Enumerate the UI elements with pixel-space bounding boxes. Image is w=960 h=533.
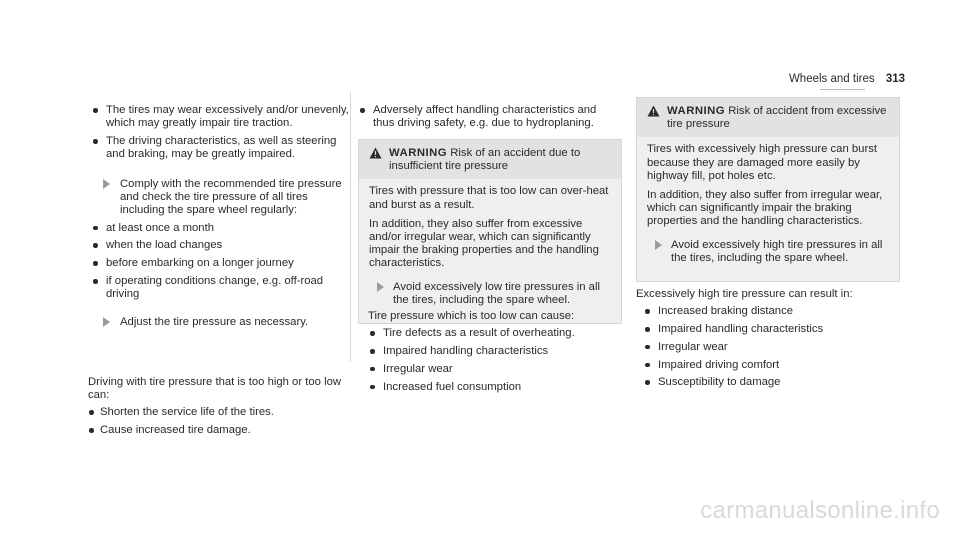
page-number: 313 [885,73,905,85]
col2-effects-list [368,327,630,394]
list-item: Increased fuel consumption [368,381,630,394]
action-text: Adjust the tire pressure as necessary. [120,316,309,328]
section-title: Wheels and tires [788,73,875,85]
col3-effects-list [636,305,898,389]
action-text: Comply with the recommended tire pressure and check the tire pressure of all tires including the spare wheel regularly: [120,178,342,217]
list-item: Impaired handling characteristics [368,345,630,358]
action-step [88,316,350,329]
warning-title: Risk of accident from excessive tire pressure [667,105,887,131]
col3-lower [636,288,898,394]
warning-header [637,98,899,137]
list-item: Irregular wear [636,341,898,354]
column-1 [88,104,350,329]
action-step [88,178,350,218]
paragraph: Tires with excessively high pressure can burst because they are damaged more easily by highway fill, pot holes etc. [647,143,878,182]
list-item: Adversely affect handling characteristics and thus driving safety, e.g. due to hydroplaning. [358,104,620,130]
list-item: when the load changes [88,239,350,252]
col2-lower [368,310,630,398]
list-item: Impaired driving comfort [636,359,898,372]
warning-icon [369,147,382,159]
column-2 [358,104,620,135]
watermark: carmanualsonline.info [700,497,940,524]
list-item: if operating conditions change, e.g. off-road driving [88,275,350,301]
list-item: Cause increased tire damage. [88,424,346,437]
paragraph: Tire pressure which is too low can cause: [368,310,575,322]
box-divider [350,92,351,362]
list-item: before embarking on a longer journey [88,257,350,270]
warning-header [359,140,621,179]
list-item: Increased braking distance [636,305,898,318]
header-rule [820,89,865,90]
paragraph: In addition, they also suffer from irregular wear, which can significantly impair the braking properties and the handling characteristics. [647,189,883,228]
warning-title: Risk of an accident due to insufficient tire pressure [389,147,581,173]
warning-label: WARNING [389,147,448,159]
col1-top-list [88,104,350,161]
warning-body [359,179,621,323]
arrow-icon [103,317,110,327]
arrow-icon [103,179,110,189]
list-item: Irregular wear [368,363,630,376]
list-item: The driving characteristics, as well as steering and braking, may be greatly impaired. [88,135,350,161]
warning-icon [647,105,660,117]
col1-lower [88,376,346,442]
col2-top-list [358,104,620,130]
arrow-icon [655,240,662,250]
action-text: Avoid excessively low tire pressures in all the tires, including the spare wheel. [393,280,600,306]
list-item: Impaired handling characteristics [636,323,898,336]
col1-effects-list [88,406,346,437]
list-item: at least once a month [88,222,350,235]
list-item: The tires may wear excessively and/or unevenly, which may greatly impair tire traction. [88,104,350,130]
page-header [789,73,905,85]
arrow-icon [377,282,384,292]
action-step [369,281,611,307]
list-item: Susceptibility to damage [636,376,898,389]
paragraph: Tires with pressure that is too low can over-heat and burst as a result. [369,185,609,211]
action-step [647,239,889,265]
warning-body [637,137,899,281]
col1-continued-box [88,104,350,161]
paragraph: In addition, they also suffer from excessive and/or irregular wear, which can significantly impair the braking properties and the handling characteristics. [369,217,599,270]
list-item: Tire defects as a result of overheating. [368,327,630,340]
warning-box-high-pressure [636,97,900,282]
paragraph: Excessively high tire pressure can result in: [636,288,853,300]
warning-box-low-pressure [358,139,622,324]
warning-label: WARNING [667,105,726,117]
list-item: Shorten the service life of the tires. [88,406,346,419]
col1-check-list [88,222,350,302]
paragraph: Driving with tire pressure that is too high or too low can: [88,376,342,402]
action-text: Avoid excessively high tire pressures in all the tires, including the spare wheel. [671,238,883,264]
